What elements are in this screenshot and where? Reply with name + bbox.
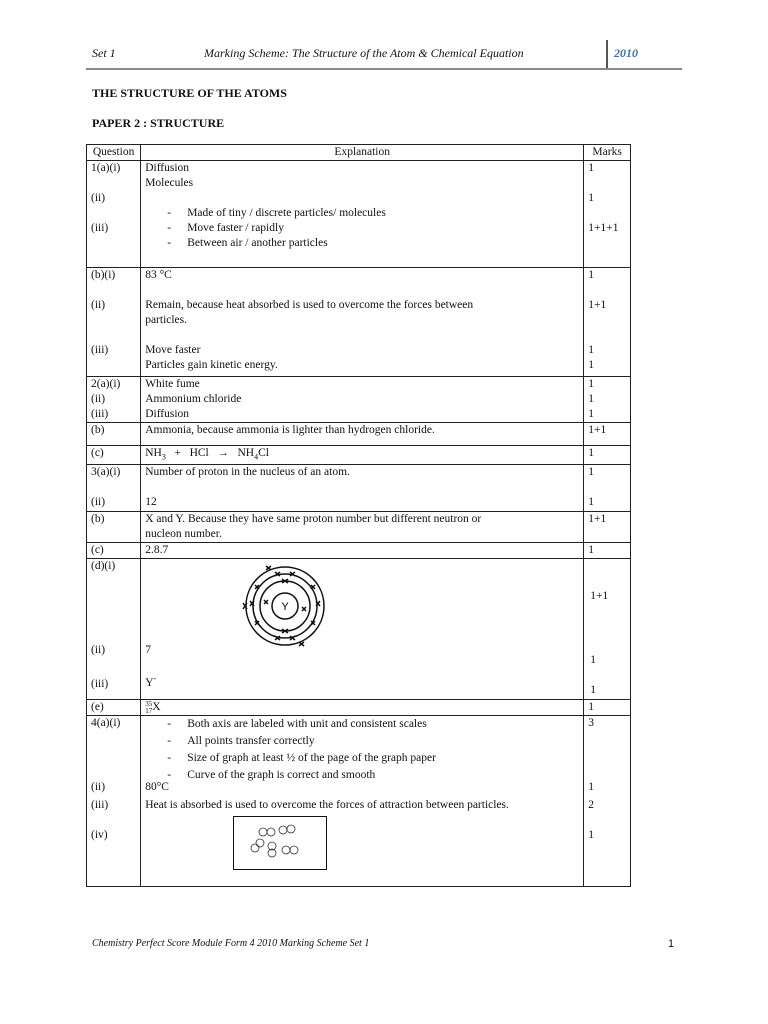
marks-value: 1 — [588, 466, 594, 479]
question-label: 2(a)(i) — [91, 378, 121, 390]
question-label: (c) — [91, 447, 104, 459]
explanation-bullet — [145, 206, 579, 221]
reaction-arrow-icon: → — [217, 447, 229, 459]
explanation-bullet — [145, 767, 579, 784]
particle — [279, 826, 287, 834]
table-row — [87, 559, 631, 700]
explanation-text: White fume — [145, 378, 200, 390]
bullet-dash: - — [167, 222, 172, 234]
marks-value: 1 — [588, 378, 594, 390]
column-header-question: Question — [87, 145, 141, 161]
explanation-text: 7 — [145, 644, 151, 657]
explanation-text: Heat is absorbed is used to overcome the forces of attraction between particles. — [145, 799, 509, 812]
electron-mark — [302, 607, 306, 611]
explanation-text: 12 — [145, 496, 157, 509]
marks-value: 1 — [588, 393, 594, 405]
bullet-text: Curve of the graph is correct and smooth — [187, 769, 376, 782]
question-label: (b)(i) — [91, 269, 116, 281]
bullet-dash: - — [167, 718, 172, 731]
question-label: 3(a)(i) — [91, 466, 121, 479]
marks-value: 1+1+1 — [588, 222, 619, 234]
atom-electron-diagram — [242, 563, 328, 649]
explanation-text: Move faster — [145, 344, 201, 356]
particle — [256, 839, 264, 847]
marks-value: 1 — [590, 654, 596, 667]
marks-value: 1 — [588, 162, 594, 174]
table-row — [87, 700, 631, 716]
ion-symbol — [145, 671, 156, 691]
particle — [251, 844, 259, 852]
explanation-text: Diffusion — [145, 408, 190, 420]
explanation-bullet — [145, 750, 579, 767]
marks-value: 1+1 — [588, 299, 607, 311]
bullet-dash: - — [167, 735, 172, 748]
question-label: (ii) — [91, 192, 106, 204]
explanation-text: Ammonia, because ammonia is lighter than hydrogen chloride. — [145, 424, 435, 436]
header-set: Set 1 — [92, 46, 116, 60]
page-header — [86, 44, 682, 70]
question-label: (iv) — [91, 829, 108, 842]
explanation-text: Molecules — [145, 177, 194, 189]
question-label: (iii) — [91, 408, 109, 420]
bullet-dash: - — [167, 752, 172, 765]
marks-value: 3 — [588, 717, 594, 730]
bullet-text: All points transfer correctly — [187, 735, 315, 748]
explanation-text: Ammonium chloride — [145, 393, 242, 405]
explanation-text: Number of proton in the nucleus of an atom. — [145, 466, 350, 479]
particle — [290, 846, 298, 854]
nucleus-symbol: Y — [281, 601, 289, 614]
marks-value: 1 — [588, 781, 594, 794]
question-label: (c) — [91, 544, 104, 557]
formula-ammonia: NH — [145, 447, 162, 459]
mass-number: 35 — [145, 699, 153, 708]
bullet-dash: - — [167, 237, 172, 249]
header-title: Marking Scheme: The Structure of the Atom & Chemical Equation — [204, 46, 524, 60]
marks-value: 1 — [588, 344, 594, 356]
bullet-text: Move faster / rapidly — [187, 222, 284, 234]
question-label: (iii) — [91, 678, 109, 691]
explanation-text: 2.8.7 — [145, 544, 169, 557]
isotope-symbol: X — [152, 701, 161, 714]
explanation-bullet — [145, 236, 579, 251]
formula-ammonium: NH — [237, 447, 255, 459]
question-label: 4(a)(i) — [91, 717, 121, 730]
question-label: 1(a)(i) — [91, 162, 121, 174]
question-label: (e) — [91, 701, 104, 714]
proton-number: 17 — [145, 706, 153, 715]
marks-value: 1 — [588, 447, 594, 459]
ion-charge: - — [153, 674, 157, 684]
table-header-row — [87, 145, 631, 161]
explanation-text: X and Y. Because they have same proton number but different neutron or — [145, 513, 482, 526]
marks-value: 1 — [588, 408, 594, 420]
isotope-notation — [145, 700, 579, 715]
header-year: 2010 — [614, 46, 638, 60]
explanation-bullet — [145, 733, 579, 750]
question-label: (b) — [91, 424, 105, 436]
explanation-text: Particles gain kinetic energy. — [145, 359, 278, 371]
bullet-dash: - — [167, 207, 172, 219]
table-row — [87, 716, 631, 887]
question-label: (b) — [91, 513, 105, 526]
paper-heading: PAPER 2 : STRUCTURE — [92, 116, 225, 130]
question-label: (ii) — [91, 644, 106, 657]
marks-value: 1 — [588, 544, 594, 557]
question-label: (ii) — [91, 393, 106, 405]
marks-value: 1+1 — [590, 590, 609, 603]
table-row — [87, 446, 631, 465]
bullet-text: Made of tiny / discrete particles/ molecules — [187, 207, 386, 219]
formula-subscript: 3 — [161, 452, 166, 462]
bullet-text: Between air / another particles — [187, 237, 328, 249]
question-label: (iii) — [91, 344, 109, 356]
question-label: (ii) — [91, 781, 106, 794]
marks-value: 2 — [588, 799, 594, 812]
section-heading: THE STRUCTURE OF THE ATOMS — [92, 86, 287, 100]
explanation-bullet — [145, 716, 579, 733]
particle-circles — [251, 825, 298, 857]
formula-chloride: Cl — [258, 447, 269, 459]
ion-letter: Y — [145, 677, 154, 690]
bullet-text: Both axis are labeled with unit and consistent scales — [187, 718, 427, 731]
explanation-bullet — [145, 221, 579, 236]
formula-hcl: HCl — [189, 447, 209, 459]
header-separator — [606, 40, 608, 68]
particle — [267, 828, 275, 836]
page-number: 1 — [668, 938, 675, 950]
electron-mark — [299, 642, 304, 646]
explanation-text: nucleon number. — [145, 528, 222, 541]
electron-mark — [266, 566, 271, 570]
table-row — [87, 465, 631, 512]
marks-value: 1 — [588, 192, 594, 204]
electron-mark — [264, 600, 268, 604]
particle — [287, 825, 295, 833]
table-row — [87, 512, 631, 543]
marks-value: 1+1 — [588, 424, 607, 436]
marking-table — [86, 144, 631, 887]
column-header-explanation: Explanation — [141, 145, 584, 161]
column-header-marks: Marks — [584, 145, 631, 161]
table-row — [87, 423, 631, 446]
table-row — [87, 543, 631, 559]
question-label: (ii) — [91, 299, 106, 311]
marks-value: 1 — [588, 269, 594, 281]
question-label: (ii) — [91, 496, 106, 509]
question-label: (iii) — [91, 799, 109, 812]
particle — [259, 828, 267, 836]
particle — [282, 846, 290, 854]
plus-sign: + — [174, 447, 181, 459]
marks-value: 1+1 — [588, 513, 607, 526]
explanation-text: particles. — [145, 314, 188, 326]
marks-value: 1 — [588, 701, 594, 714]
explanation-text: Diffusion — [145, 162, 190, 174]
bullet-dash: - — [167, 769, 172, 782]
table-row — [87, 161, 631, 268]
explanation-text: 80°C — [145, 781, 169, 794]
marks-value: 1 — [588, 496, 594, 509]
box-border — [234, 817, 327, 870]
page-footer: Chemistry Perfect Score Module Form 4 2010 Marking Scheme Set 1 — [92, 938, 370, 949]
table-row — [87, 377, 631, 423]
bullet-text: Size of graph at least ½ of the page of the graph paper — [187, 752, 436, 765]
question-label: (iii) — [91, 222, 109, 234]
marks-value: 1 — [588, 359, 594, 371]
explanation-text: 83 °C — [145, 269, 172, 281]
chemical-equation — [145, 446, 579, 464]
marks-value: 1 — [590, 684, 596, 697]
table-row — [87, 268, 631, 377]
marks-value: 1 — [588, 829, 594, 842]
question-label: (d)(i) — [91, 560, 116, 573]
explanation-text: Remain, because heat absorbed is used to overcome the forces between — [145, 299, 474, 311]
formula-subscript: 4 — [254, 452, 259, 462]
particle-arrangement-box — [233, 816, 327, 870]
